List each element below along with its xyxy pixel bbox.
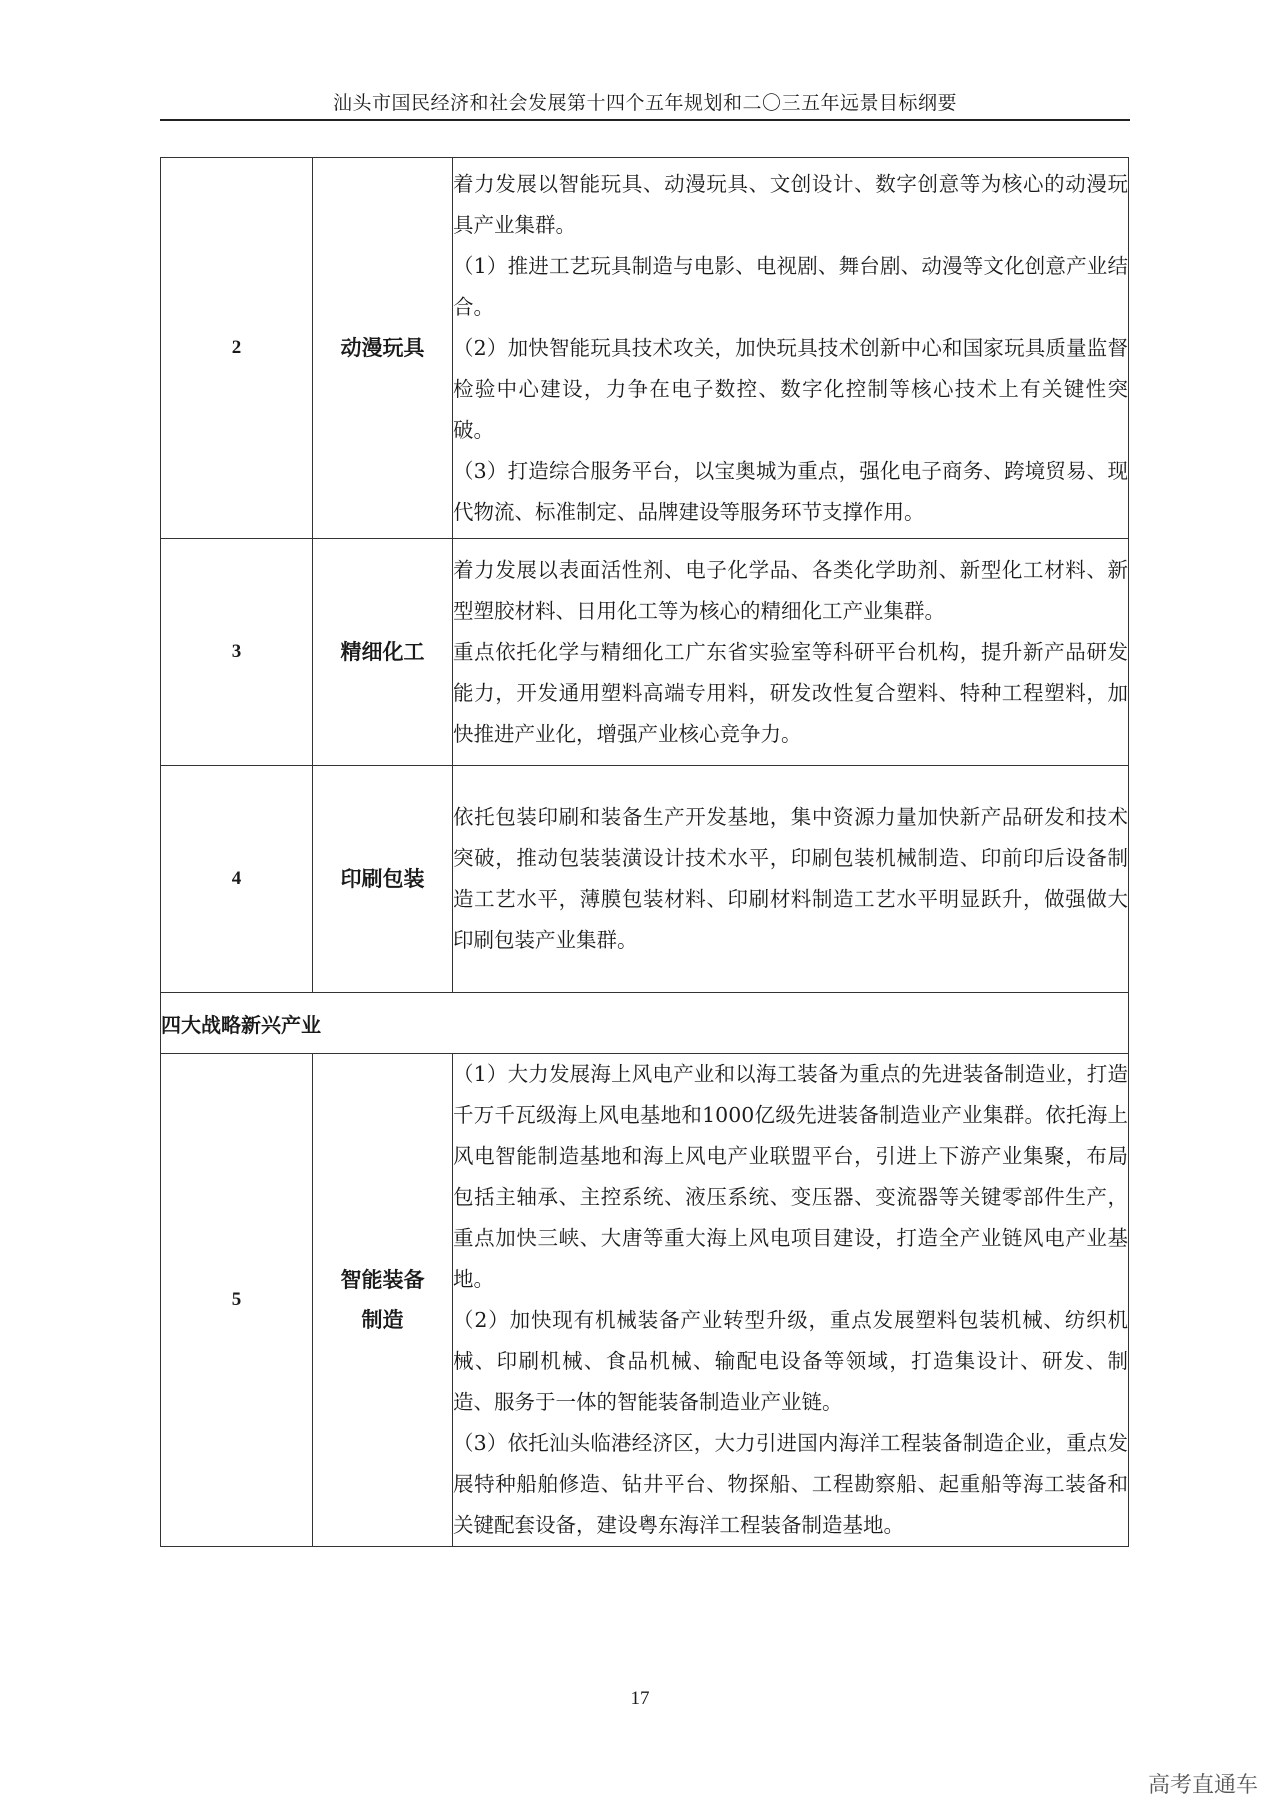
industry-description xyxy=(453,539,1129,766)
section-title: 四大战略新兴产业 xyxy=(161,993,1129,1054)
description-paragraph: 着力发展以表面活性剂、电子化学品、各类化学助剂、新型化工材料、新型塑胶材料、日用化工等为核心的精细化工产业集群。 xyxy=(453,557,1128,623)
header-rule xyxy=(160,119,1130,121)
description-paragraph: 着力发展以智能玩具、动漫玩具、文创设计、数字创意等为核心的动漫玩具产业集群。 xyxy=(453,171,1128,237)
row-number: 5 xyxy=(161,1054,313,1547)
table-row xyxy=(161,158,1129,539)
table-row xyxy=(161,1054,1129,1547)
industry-name-line: 制造 xyxy=(361,1308,404,1332)
section-row xyxy=(161,993,1129,1054)
page-header-title: 汕头市国民经济和社会发展第十四个五年规划和二〇三五年远景目标纲要 xyxy=(332,92,957,114)
table-row xyxy=(161,766,1129,993)
description-paragraph: （1）大力发展海上风电产业和以海工装备为重点的先进装备制造业，打造千万千瓦级海上风电基地和1000亿级先进装备制造业产业集群。依托海上风电智能制造基地和海上风电产业联盟平台，引进上下游产业集聚，布局包括主轴承、主控系统、液压系统、变压器、变流器等关键零部件生产，重点加快三峡、大唐等重大海上风电项目建设，打造全产业链风电产业基地。 xyxy=(453,1062,1128,1291)
industry-name: 动漫玩具 xyxy=(313,158,453,539)
description-paragraph: （2）加快智能玩具技术攻关，加快玩具技术创新中心和国家玩具质量监督检验中心建设，力争在电子数控、数字化控制等核心技术上有关键性突破。 xyxy=(453,335,1128,442)
industry-table xyxy=(160,157,1129,1547)
description-paragraph: （3）打造综合服务平台，以宝奥城为重点，强化电子商务、跨境贸易、现代物流、标准制定、品牌建设等服务环节支撑作用。 xyxy=(453,458,1128,524)
industry-description xyxy=(453,766,1129,993)
industry-description xyxy=(453,158,1129,539)
table-row xyxy=(161,539,1129,766)
description-paragraph: 依托包装印刷和装备生产开发基地，集中资源力量加快新产品研发和技术突破，推动包装装潢设计技术水平，印刷包装机械制造、印前印后设备制造工艺水平，薄膜包装材料、印刷材料制造工艺水平明显跃升，做强做大印刷包装产业集群。 xyxy=(453,805,1128,952)
description-paragraph: （2）加快现有机械装备产业转型升级，重点发展塑料包装机械、纺织机械、印刷机械、食品机械、输配电设备等领域，打造集设计、研发、制造、服务于一体的智能装备制造业产业链。 xyxy=(453,1308,1128,1414)
page-number: 17 xyxy=(630,1688,650,1709)
industry-name: 精细化工 xyxy=(313,539,453,766)
row-number: 2 xyxy=(161,158,313,539)
watermark-text: 高考直通车 xyxy=(1147,1773,1258,1798)
industry-name: 印刷包装 xyxy=(313,766,453,993)
description-paragraph: （3）依托汕头临港经济区，大力引进国内海洋工程装备制造企业，重点发展特种船舶修造、钻井平台、物探船、工程勘察船、起重船等海工装备和关键配套设备，建设粤东海洋工程装备制造基地。 xyxy=(453,1431,1128,1537)
industry-name xyxy=(313,1054,453,1547)
row-number: 4 xyxy=(161,766,313,993)
industry-description xyxy=(453,1054,1129,1547)
industry-name-line: 智能装备 xyxy=(340,1268,425,1292)
description-paragraph: 重点依托化学与精细化工广东省实验室等科研平台机构，提升新产品研发能力，开发通用塑料高端专用料，研发改性复合塑料、特种工程塑料，加快推进产业化，增强产业核心竞争力。 xyxy=(453,639,1128,746)
row-number: 3 xyxy=(161,539,313,766)
description-paragraph: （1）推进工艺玩具制造与电影、电视剧、舞台剧、动漫等文化创意产业结合。 xyxy=(453,253,1128,319)
